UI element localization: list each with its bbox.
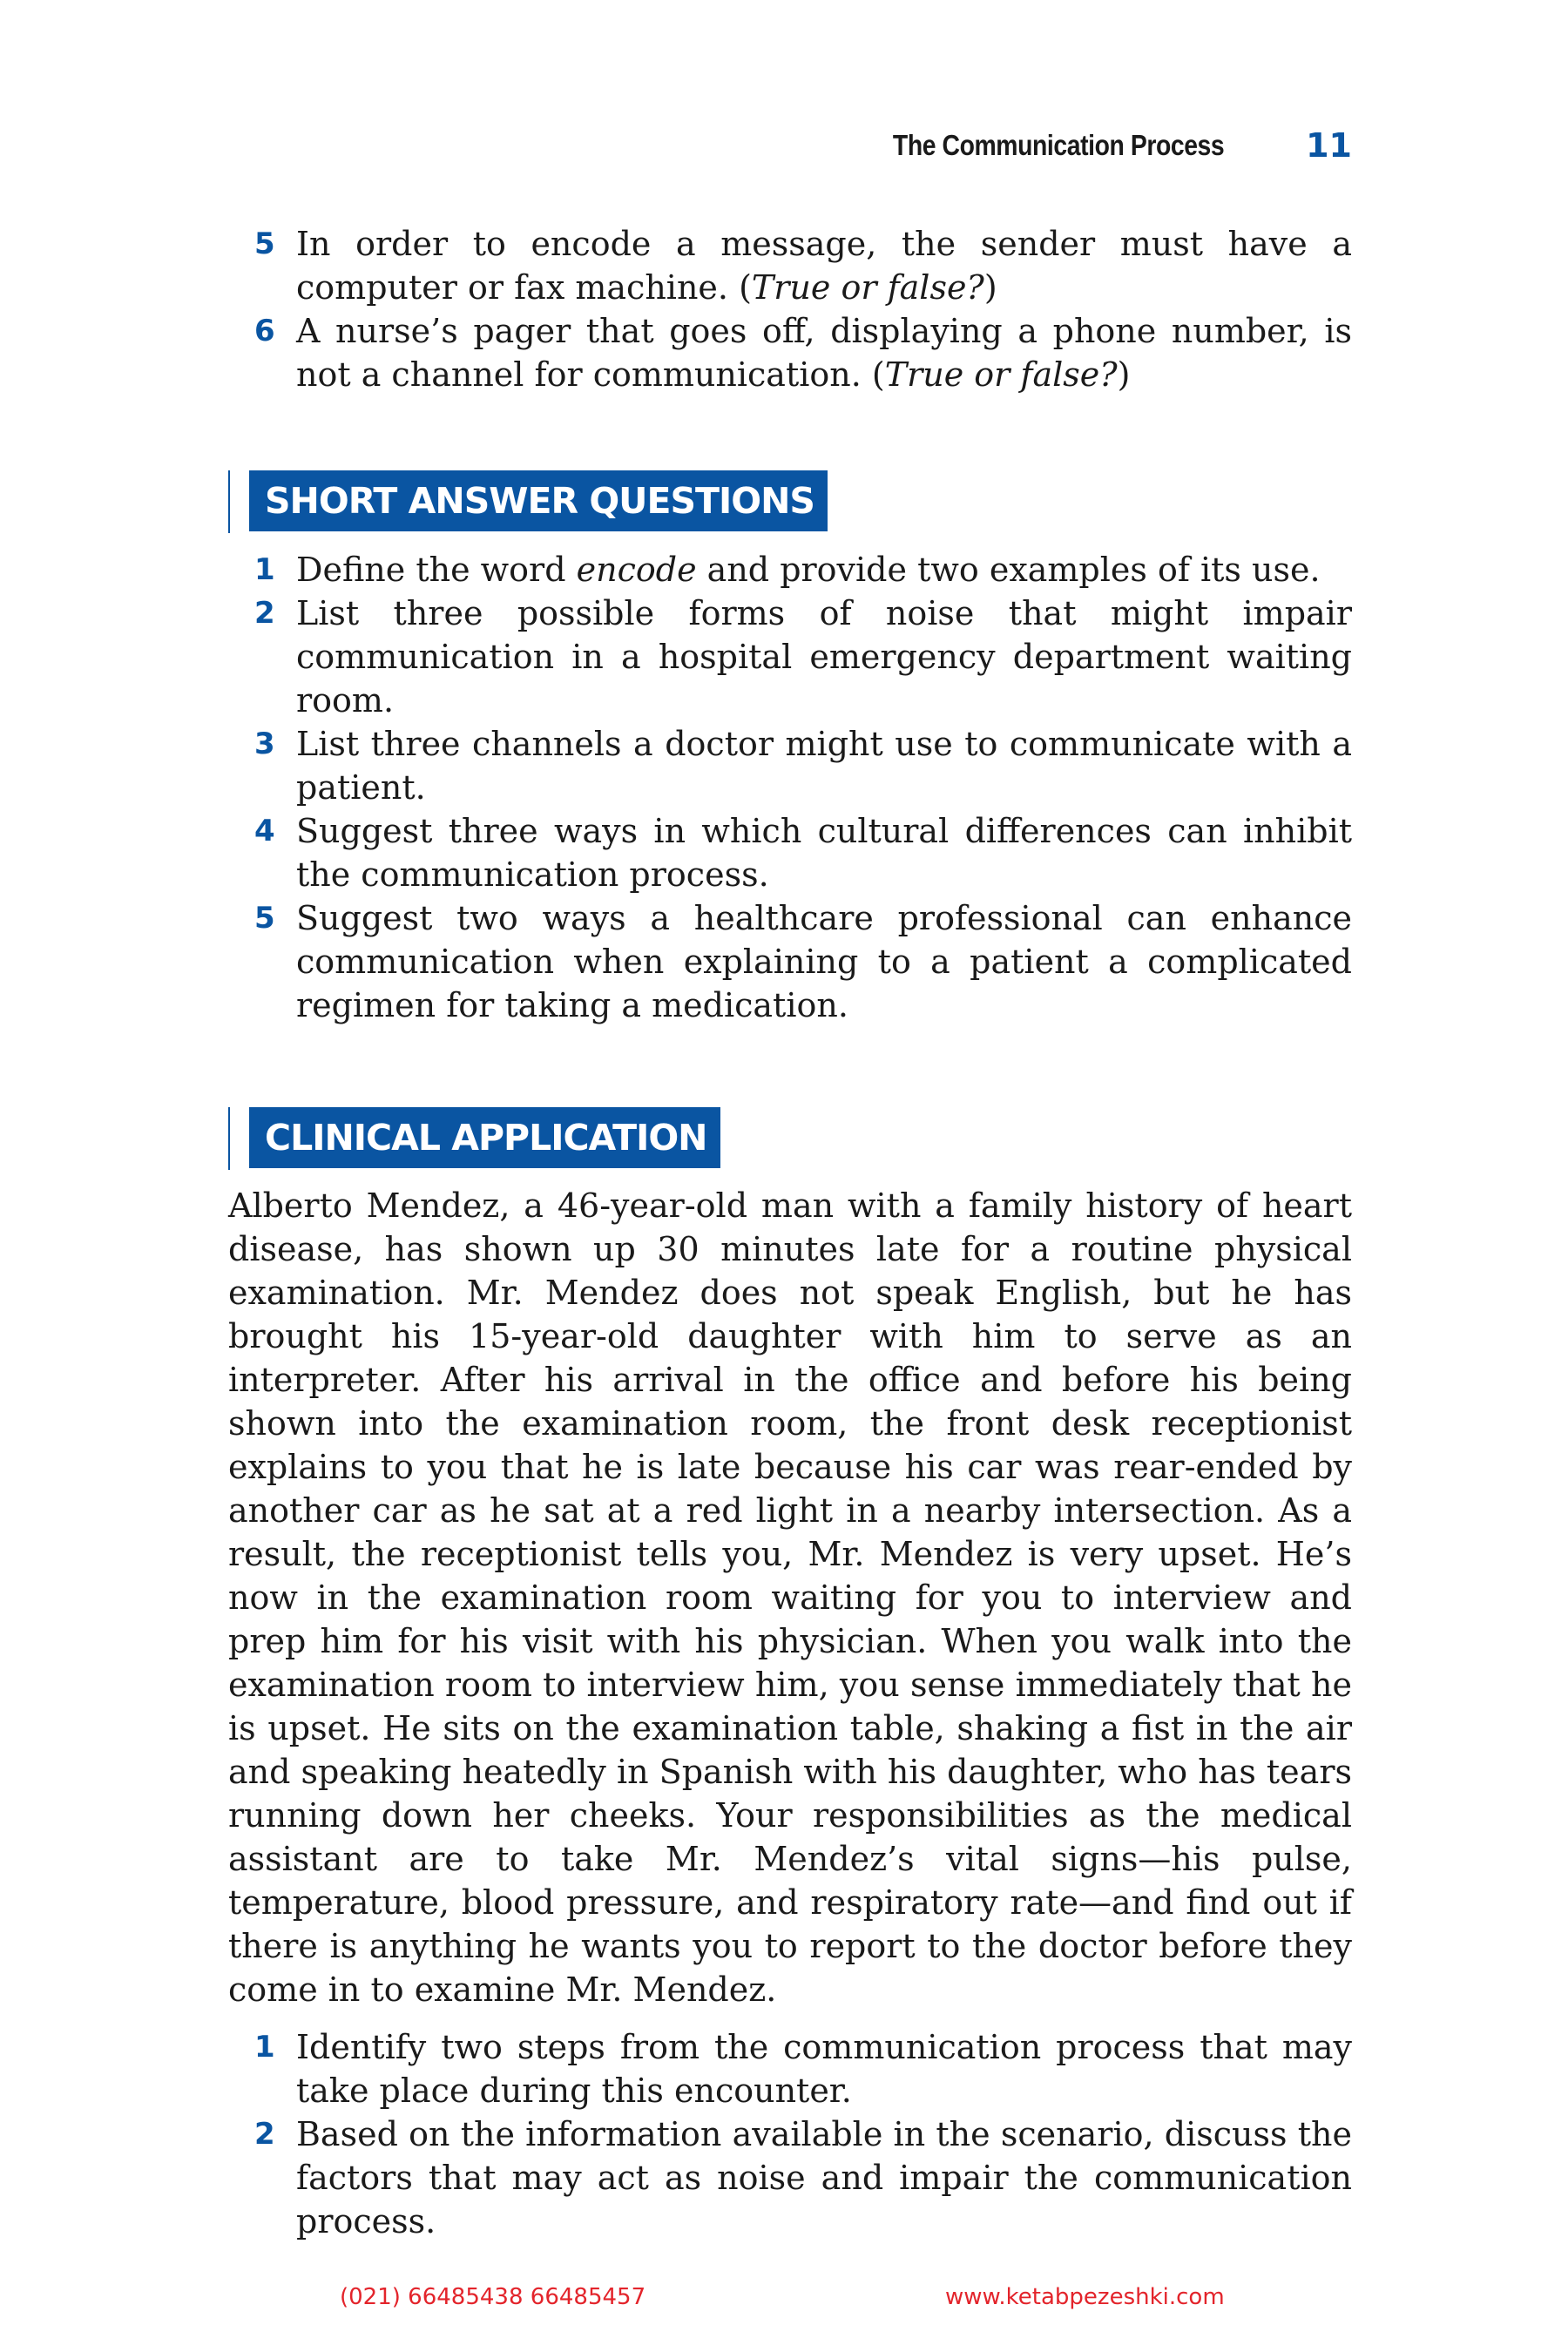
heading-rule <box>228 1107 230 1170</box>
short-answer-list <box>228 548 1352 1027</box>
footer-phone: (021) 66485438 66485457 <box>340 2284 646 2310</box>
footer-website-link[interactable]: www.ketabpezeshki.com <box>945 2284 1225 2310</box>
item-number: 4 <box>254 814 275 848</box>
list-item: 3 List three channels a doctor might use to communicate with a patient. <box>228 722 1352 809</box>
item-number: 6 <box>254 314 275 348</box>
clinical-question-list <box>228 2025 1352 2243</box>
item-number: 5 <box>254 901 275 936</box>
page-header <box>0 126 1568 165</box>
short-answer-heading <box>228 470 1352 531</box>
heading-rule <box>228 470 230 533</box>
item-number: 5 <box>254 226 275 261</box>
item-number: 3 <box>254 727 275 761</box>
clinical-application-heading <box>228 1107 1352 1168</box>
case-scenario-paragraph: Alberto Mendez, a 46-year-old man with a family history of heart disease, has shown up 30 minutes late for a routine physical examination. Mr. Mendez does not speak English, but he has brought his 15-year-old daughter with him to serve as an interpreter. After his arrival in the office and before his being shown into the examination room, the front desk receptionist explains to you that he is late because his car was rear-ended by another car as he sat at a red light in a nearby intersection. As a result, the receptionist tells you, Mr. Mendez is very upset. He’s now in the examination room waiting for you to interview and prep him for his visit with his physician. When you walk into the examination room to interview him, you sense immediately that he is upset. He sits on the examination table, shaking a fist in the air and speaking heatedly in Spanish with his daughter, who has tears running down her cheeks. Your responsibilities as the medical assistant are to take Mr. Mendez’s vital signs—his pulse, temperature, blood pressure, and respiratory rate—and find out if there is anything he wants you to report to the doctor before they come in to examine Mr. Mendez. <box>228 1186 1352 2009</box>
list-item: 2 List three possible forms of noise that might impair communication in a hospital emergency department waiting room. <box>228 591 1352 722</box>
list-item: 2 Based on the information available in the scenario, discuss the factors that may act as noise and impair the communication process. <box>228 2112 1352 2243</box>
list-item: 1 Identify two steps from the communication process that may take place during this encounter. <box>228 2025 1352 2112</box>
item-number: 2 <box>254 596 275 631</box>
list-item: 5 Suggest two ways a healthcare professional can enhance communication when explaining to a patient a complicated regimen for taking a medication. <box>228 896 1352 1027</box>
running-title: The Communication Process <box>892 129 1224 161</box>
section-title: SHORT ANSWER QUESTIONS <box>249 470 828 531</box>
item-number: 2 <box>254 2117 275 2152</box>
list-item: 6 A nurse’s pager that goes off, displaying a phone number, is not a channel for communication. (True or false?) <box>228 309 1352 396</box>
list-item: 5 In order to encode a message, the sender must have a computer or fax machine. (True or false?) <box>228 222 1352 309</box>
list-item: 4 Suggest three ways in which cultural differences can inhibit the communication process. <box>228 809 1352 896</box>
list-item: 1 Define the word encode and provide two examples of its use. <box>228 548 1352 591</box>
item-number: 1 <box>254 552 275 587</box>
page-content <box>228 222 1352 2243</box>
section-title: CLINICAL APPLICATION <box>249 1107 720 1168</box>
page-number: 11 <box>1306 126 1352 165</box>
true-false-list <box>228 222 1352 396</box>
item-number: 1 <box>254 2030 275 2065</box>
